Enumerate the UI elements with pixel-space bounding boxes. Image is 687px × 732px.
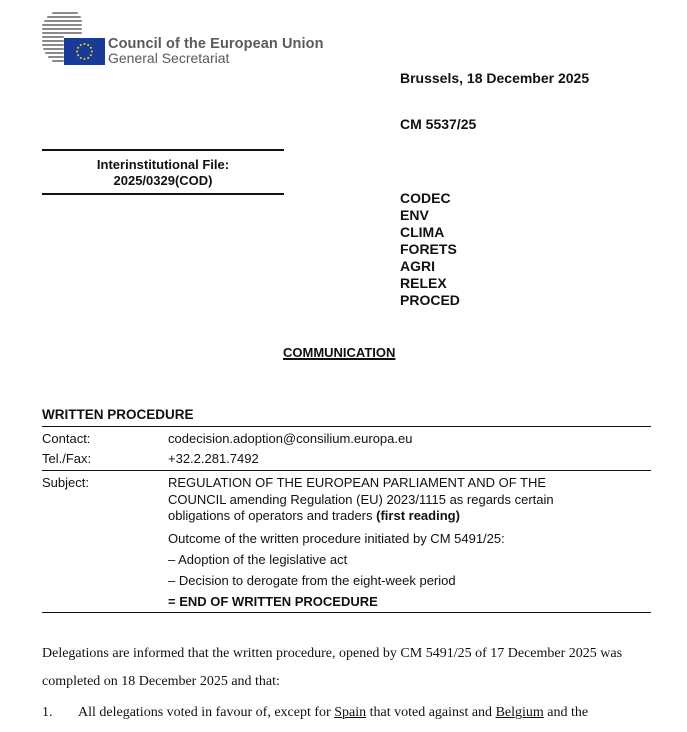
- outcome-item: – Adoption of the legislative act: [168, 551, 348, 567]
- written-procedure-title: WRITTEN PROCEDURE: [42, 407, 194, 422]
- interinstitutional-file-label: Interinstitutional File:: [96, 157, 230, 172]
- item-number: 1.: [42, 705, 53, 720]
- code-item: AGRI: [400, 258, 435, 274]
- code-item: RELEX: [400, 275, 447, 291]
- organization-name: Council of the European Union: [108, 36, 324, 52]
- item-text-part: All delegations voted in favour of, except for: [78, 705, 335, 720]
- document-number: CM 5537/25: [400, 116, 477, 132]
- subject-text: obligations of operators and traders: [168, 508, 373, 523]
- contact-row: [42, 427, 651, 447]
- code-item: ENV: [400, 207, 429, 223]
- tel-value: +32.2.281.7492: [168, 451, 259, 466]
- body-paragraph: Delegations are informed that the written procedure, opened by CM 5491/25 of 17 December 2025 was completed on 18 December 2025 and that:: [42, 646, 623, 689]
- contact-email[interactable]: codecision.adoption@consilium.europa.eu: [168, 431, 413, 446]
- item-text-part: that voted against and: [366, 705, 496, 720]
- outcome-text: Outcome of the written procedure initiated by CM 5491/25:: [168, 530, 505, 546]
- item-text: [78, 705, 588, 721]
- subject-line: COUNCIL amending Regulation (EU) 2023/1115 as regards certain: [168, 491, 554, 507]
- document-type-heading: COMMUNICATION: [283, 345, 396, 360]
- interinstitutional-file-number: 2025/0329(COD): [113, 173, 213, 188]
- organization-block: [108, 37, 324, 65]
- tel-row: [42, 447, 651, 470]
- reading-stage: (first reading): [376, 508, 460, 523]
- code-item: FORETS: [400, 241, 457, 257]
- code-item: CODEC: [400, 190, 451, 206]
- document-date: Brussels, 18 December 2025: [400, 70, 590, 86]
- tel-label: Tel./Fax:: [42, 451, 92, 466]
- outcome-item: – Decision to derogate from the eight-week period: [168, 572, 456, 588]
- eu-council-logo: [42, 12, 112, 68]
- subject-value: [168, 475, 651, 610]
- item-text-part: and the: [543, 705, 589, 720]
- written-procedure-table: [42, 426, 651, 613]
- country-spain: Spain: [334, 705, 367, 720]
- code-item: CLIMA: [400, 224, 445, 240]
- subject-row: [42, 471, 651, 612]
- subject-label: Subject:: [42, 475, 89, 490]
- interinstitutional-file-box: [42, 149, 284, 195]
- subject-codes: [400, 190, 460, 309]
- subject-line: [168, 508, 651, 525]
- code-item: PROCED: [400, 292, 460, 308]
- subject-line: REGULATION OF THE EUROPEAN PARLIAMENT AND OF THE: [168, 475, 547, 490]
- table-divider: [42, 612, 651, 613]
- country-belgium: Belgium: [495, 705, 544, 720]
- contact-label: Contact:: [42, 431, 91, 446]
- end-of-procedure: = END OF WRITTEN PROCEDURE: [168, 593, 378, 609]
- eu-flag-icon: [64, 38, 105, 65]
- numbered-item: [42, 705, 588, 721]
- department-name: General Secretariat: [108, 50, 230, 66]
